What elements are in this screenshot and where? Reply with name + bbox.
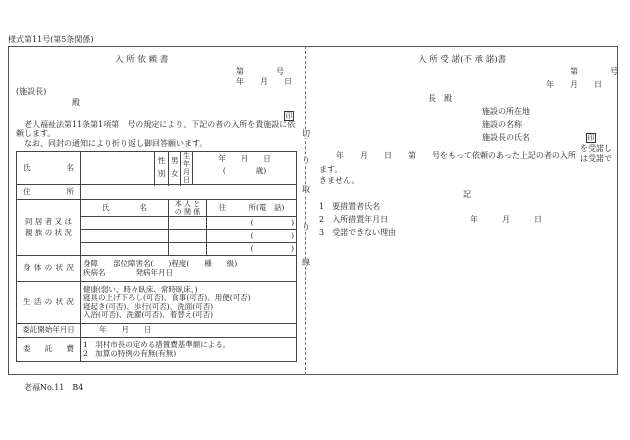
cohabit-name-field[interactable] xyxy=(81,230,169,243)
col-header-relation: 本 人 と の 関 係 xyxy=(169,200,207,217)
right-body-line-3: きません。 xyxy=(319,176,360,185)
body-status-field[interactable]: 身障 部位障害名( )程度( 種 級) 疾病名 発病年月日 xyxy=(81,256,297,282)
left-date: 年 月 日 xyxy=(236,77,292,86)
dob-field[interactable]: 年 月 日 ( 歳) xyxy=(193,152,297,185)
cohabit-phone-field[interactable]: ( ) xyxy=(207,243,297,256)
cut-line-char: り xyxy=(302,156,310,165)
cohabit-relation-field[interactable] xyxy=(169,243,207,256)
applicant-table xyxy=(16,151,297,362)
facility-address-label: 施設の所在地 xyxy=(482,107,530,116)
item-admission-date-value: 年 月 日 xyxy=(470,215,542,224)
right-body-line-1: 年 月 日 第 号をもって依頼のあった上記の者の入所 xyxy=(336,151,576,160)
right-title: 入 所 受 諾(不 承 諾)書 xyxy=(418,55,507,65)
cohabit-phone-field[interactable]: ( ) xyxy=(207,230,297,243)
fee-label: 委 託 費 xyxy=(17,338,81,362)
start-date-label: 委託開始年月日 xyxy=(17,324,81,338)
body-status-label: 身 体 の 状 況 xyxy=(17,256,81,282)
start-date-field[interactable]: 年 月 日 xyxy=(81,324,297,338)
cut-line-char: り xyxy=(302,223,310,232)
item-target-name: 1 要措置者氏名 xyxy=(319,202,381,211)
life-status-label: 生 活 の 状 況 xyxy=(17,282,81,324)
right-body-reject: は受諾で xyxy=(580,154,612,163)
left-body-line-1: 老人福祉法第11条第1項第 号の規定により、下記の者の入所を貴施設に依 xyxy=(24,120,296,129)
address-label: 住 所 xyxy=(17,185,81,200)
cut-line-char: 取 xyxy=(302,185,310,194)
left-number: 第 号 xyxy=(236,67,284,76)
name-field[interactable] xyxy=(81,152,155,185)
seal-mark: 印 xyxy=(285,112,293,120)
cohabit-phone-field[interactable]: ( ) xyxy=(207,217,297,230)
right-number: 第 号 xyxy=(570,67,618,76)
sex-option[interactable]: 男 女 xyxy=(169,152,181,185)
facility-name-label: 施設の名称 xyxy=(482,120,522,129)
right-honorific: 長 殿 xyxy=(428,94,452,103)
left-body-line-2: 頼します。 xyxy=(16,129,56,138)
left-honorific: 殿 xyxy=(72,98,80,107)
right-date: 年 月 日 xyxy=(546,80,602,89)
life-status-field[interactable]: 健康(弱い、時々臥床、常時臥床、) 寝具の上げ下ろし(可否)、食事(可否)、用便(可否) 寝起き(可否)、歩行(可否)、洗面(可否) 入浴(可否)、洗濯(可否)、着替え(可否) xyxy=(81,282,297,324)
item-refusal-reason: 3 受諾できない理由 xyxy=(319,228,397,237)
name-label: 氏 名 xyxy=(17,152,81,185)
right-body-accept: を受諾し xyxy=(580,144,612,153)
cut-line-char: 切 xyxy=(302,129,310,138)
right-body-line-2: ます。 xyxy=(319,165,343,174)
facility-head-label: 施設長の氏名 xyxy=(482,133,530,142)
left-body-line-3: なお、同封の通知により折り返し御回答願います。 xyxy=(24,139,208,148)
form-id: 様式第11号(第5条関係) xyxy=(8,35,94,44)
cut-line-char: 線 xyxy=(302,258,310,267)
left-addressee: (施設長) xyxy=(16,87,47,96)
seal-mark: 印 xyxy=(587,134,595,142)
left-title: 入 所 依 頼 書 xyxy=(115,55,169,65)
address-field[interactable] xyxy=(81,185,297,200)
item-admission-date: 2 入所措置年月日 xyxy=(319,215,389,224)
cohabit-relation-field[interactable] xyxy=(169,217,207,230)
cut-divider xyxy=(305,46,306,375)
footer-code: 老福No.11 B4 xyxy=(24,383,84,392)
dob-label: 生 年 月 日 xyxy=(181,152,193,185)
sex-label: 性 別 xyxy=(155,152,169,185)
cohabit-label: 同 居 者 又 は 親 族 の 状 況 xyxy=(17,200,81,256)
cohabit-name-field[interactable] xyxy=(81,243,169,256)
col-header-address: 住 所(電 話) xyxy=(207,200,297,217)
cohabit-name-field[interactable] xyxy=(81,217,169,230)
col-header-name: 氏 名 xyxy=(81,200,169,217)
ki-heading: 記 xyxy=(463,190,471,199)
cohabit-relation-field[interactable] xyxy=(169,230,207,243)
fee-field: 1 羽村市長の定める措置費基準額による。 2 加算の特例の有無(有無) xyxy=(81,338,297,362)
